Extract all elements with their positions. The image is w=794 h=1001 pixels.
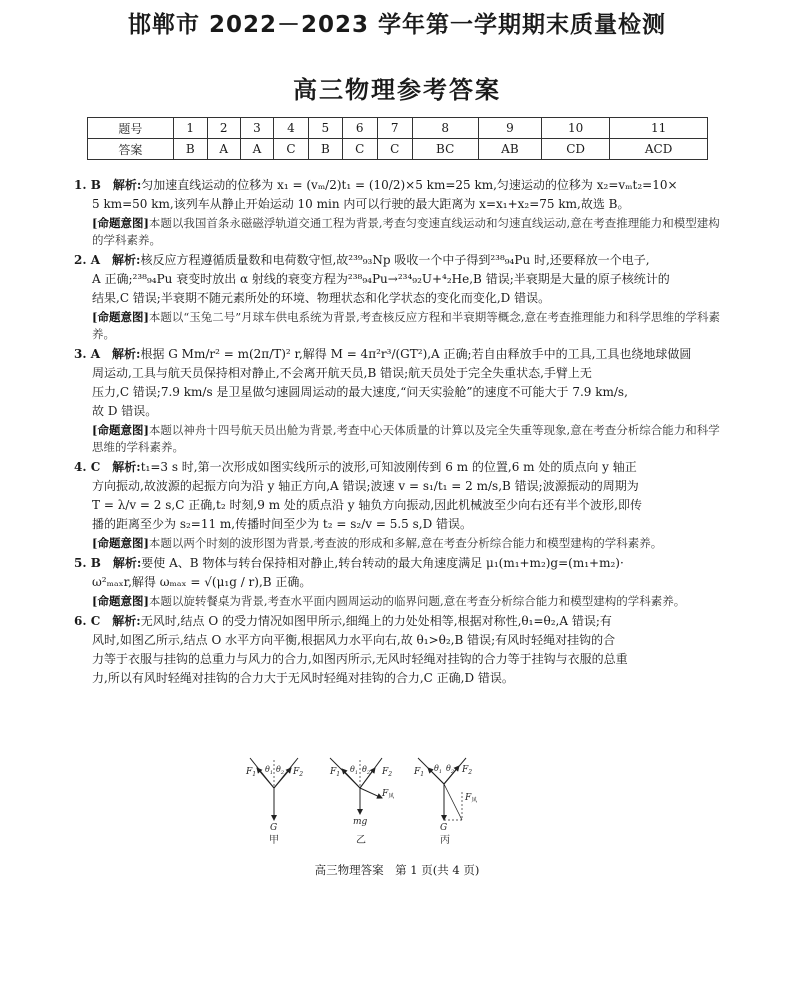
solution-head: 6. C 解析: bbox=[74, 614, 141, 628]
intent-label: [命题意图] bbox=[92, 216, 149, 230]
solution-6 bbox=[74, 612, 724, 688]
solution-line: 播的距离至少为 s₂=11 m,传播时间至少为 t₂ = s₂/v = 5.5 s,D 错误。 bbox=[92, 517, 473, 531]
label-f2: $F_2$ bbox=[462, 765, 473, 776]
label-f-wind: $F_风$ bbox=[382, 789, 395, 800]
label-f1: $F_1$ bbox=[414, 767, 425, 778]
solution-1 bbox=[74, 176, 724, 249]
intent-note bbox=[74, 535, 724, 552]
solution-line: 要使 A、B 物体与转台保持相对静止,转台转动的最大角速度满足 μ₁(m₁+m₂)g=(m₁+m₂)· bbox=[141, 556, 624, 570]
intent-text: 本题以“玉兔二号”月球车供电系统为背景,考查核反应方程和半衰期等概念,意在考查推理能力和科学思维的学科素养。 bbox=[92, 310, 720, 341]
label-f1: $F_1$ bbox=[246, 767, 257, 778]
answer-cell: C bbox=[274, 139, 309, 160]
solution-head: 2. A 解析: bbox=[74, 253, 141, 267]
answer-table bbox=[87, 117, 708, 160]
solution-line: 方向振动,故波源的起振方向为沿 y 轴正方向,A 错误;波速 v = s₁/t₁ = 2 m/s,B 错误;波源振动的周期为 bbox=[92, 479, 639, 493]
solution-line: 力等于衣服与挂钩的总重力与风力的合力,如图丙所示,无风时轻绳对挂钩的合力等于挂钩与衣服的总重 bbox=[92, 652, 628, 666]
question-number: 10 bbox=[542, 118, 610, 139]
solutions bbox=[74, 176, 724, 688]
solution-head: 3. A 解析: bbox=[74, 347, 141, 361]
label-f-wind: $F_风$ bbox=[465, 793, 478, 804]
label-f2: $F_2$ bbox=[382, 767, 393, 778]
answer-cell: C bbox=[342, 139, 377, 160]
label-mg: mg bbox=[353, 817, 368, 827]
question-number: 1 bbox=[173, 118, 207, 139]
solution-line: 故 D 错误。 bbox=[92, 404, 158, 418]
solution-line: A 正确;²³⁸₉₄Pu 衰变时放出 α 射线的衰变方程为²³⁸₉₄Pu→²³⁴₉₂U+⁴₂He,B 错误;半衰期是大量的原子核统计的 bbox=[92, 272, 670, 286]
answer-cell: BC bbox=[412, 139, 478, 160]
diagram-jia bbox=[245, 758, 303, 846]
answer-cell: A bbox=[240, 139, 273, 160]
solution-line: 结果,C 错误;半衰期不随元素所处的环境、物理状态和化学状态的变化而变化,D 错误。 bbox=[92, 291, 551, 305]
solution-head: 5. B 解析: bbox=[74, 556, 142, 570]
solution-5 bbox=[74, 554, 724, 610]
answer-cell: C bbox=[377, 139, 412, 160]
answer-cell: AB bbox=[478, 139, 541, 160]
intent-note bbox=[74, 593, 724, 610]
solution-line: 根据 G Mm/r² = m(2π/T)² r,解得 M = 4π²r³/(GT²),A 正确;若自由释放手中的工具,工具也绕地球做圆 bbox=[140, 347, 692, 361]
solution-3 bbox=[74, 345, 724, 456]
figure-caption: 甲 bbox=[269, 835, 279, 846]
intent-text: 本题以旋转餐桌为背景,考查水平面内圆周运动的临界问题,意在考查分析综合能力和模型建构的学科素养。 bbox=[148, 594, 686, 608]
force-diagrams bbox=[0, 752, 794, 847]
answer-cell: ACD bbox=[610, 139, 708, 160]
intent-text: 本题以两个时刻的波形图为背景,考查波的形成和多解,意在考查分析综合能力和模型建构的学科素养。 bbox=[148, 536, 663, 550]
question-number: 9 bbox=[478, 118, 541, 139]
answer-table-answer-row bbox=[88, 139, 708, 160]
intent-label: [命题意图] bbox=[92, 423, 149, 437]
label-f1: $F_1$ bbox=[330, 767, 341, 778]
solution-4 bbox=[74, 458, 724, 552]
solution-line: 核反应方程遵循质量数和电荷数守恒,故²³⁹₉₃Np 吸收一个中子得到²³⁸₉₄Pu 时,还要释放一个电子, bbox=[140, 253, 650, 267]
page-subtitle: 高三物理参考答案 bbox=[293, 76, 501, 104]
solution-line: 压力,C 错误;7.9 km/s 是卫星做匀速圆周运动的最大速度,“问天实验舱”的速度不可能大于 7.9 km/s, bbox=[92, 385, 628, 399]
solution-head: 1. B 解析: bbox=[74, 178, 142, 192]
solution-line: t₁=3 s 时,第一次形成如图实线所示的波形,可知波刚传到 6 m 的位置,6 m 处的质点向 y 轴正 bbox=[140, 460, 637, 474]
label-theta1: $\theta_1$ bbox=[265, 765, 274, 776]
solution-line: ω²ₘₐₓr,解得 ωₘₐₓ = √(μ₁g / r),B 正确。 bbox=[92, 575, 312, 589]
solution-2 bbox=[74, 251, 724, 343]
intent-note bbox=[74, 215, 724, 249]
intent-text: 本题以神舟十四号航天员出舱为背景,考查中心天体质量的计算以及完全失重等现象,意在考查分析综合能力和科学思维的学科素养。 bbox=[92, 423, 720, 454]
solution-line: 匀加速直线运动的位移为 x₁ = (vₘ/2)t₁ = (10/2)×5 km=25 km,匀速运动的位移为 x₂=vₘt₂=10× bbox=[141, 178, 678, 192]
figure-caption: 丙 bbox=[440, 835, 450, 846]
label-theta1: $\theta_1$ bbox=[350, 765, 359, 776]
intent-label: [命题意图] bbox=[92, 310, 149, 324]
solution-head: 4. C 解析: bbox=[74, 460, 141, 474]
answer-cell: CD bbox=[542, 139, 610, 160]
intent-label: [命题意图] bbox=[92, 594, 149, 608]
answer-cell: B bbox=[173, 139, 207, 160]
intent-note bbox=[74, 309, 724, 343]
figure-caption: 乙 bbox=[356, 835, 366, 846]
solution-line: 5 km=50 km,该列车从静止开始运动 10 min 内可以行驶的最大距离为 x=x₁+x₂=75 km,故选 B。 bbox=[92, 197, 630, 211]
table-row-label: 题号 bbox=[88, 118, 174, 139]
question-number: 6 bbox=[342, 118, 377, 139]
intent-note bbox=[74, 422, 724, 456]
question-number: 5 bbox=[308, 118, 342, 139]
answer-cell: A bbox=[207, 139, 240, 160]
label-theta2: $\theta_2$ bbox=[276, 765, 285, 776]
label-f2: $F_2$ bbox=[293, 767, 304, 778]
page-title: 邯郸市 2022－2023 学年第一学期期末质量检测 bbox=[127, 12, 667, 38]
label-theta2: $\theta_2$ bbox=[362, 765, 371, 776]
question-number: 8 bbox=[412, 118, 478, 139]
diagram-bing bbox=[413, 758, 477, 846]
solution-line: 无风时,结点 O 的受力情况如图甲所示,细绳上的力处处相等,根据对称性,θ₁=θ₂,A 错误;有 bbox=[140, 614, 612, 628]
answer-table-number-row bbox=[88, 118, 708, 139]
answer-cell: B bbox=[308, 139, 342, 160]
solution-line: 力,所以有风时轻绳对挂钩的合力大于无风时轻绳对挂钩的合力,C 正确,D 错误。 bbox=[92, 671, 514, 685]
solution-line: T = λ/v = 2 s,C 正确,t₂ 时刻,9 m 处的质点沿 y 轴负方向振动,因此机械波至少向右还有半个波形,即传 bbox=[92, 498, 642, 512]
question-number: 4 bbox=[274, 118, 309, 139]
intent-label: [命题意图] bbox=[92, 536, 149, 550]
table-row-label: 答案 bbox=[88, 139, 174, 160]
intent-text: 本题以我国首条永磁磁浮轨道交通工程为背景,考查匀变速直线运动和匀速直线运动,意在考查推理能力和模型建构的学科素养。 bbox=[92, 216, 720, 247]
solution-line: 周运动,工具与航天员保持相对静止,不会离开航天员,B 错误;航天员处于完全失重状态,手臂上无 bbox=[92, 366, 592, 380]
label-g: G bbox=[270, 823, 278, 833]
label-theta2: $\theta_2$ bbox=[446, 764, 455, 775]
page-footer: 高三物理答案 第 1 页(共 4 页) bbox=[314, 863, 480, 877]
label-theta1: $\theta_1$ bbox=[434, 764, 443, 775]
question-number: 11 bbox=[610, 118, 708, 139]
solution-line: 风时,如图乙所示,结点 O 水平方向平衡,根据风力水平向右,故 θ₁>θ₂,B 错误;有风时轻绳对挂钩的合 bbox=[92, 633, 616, 647]
label-g: G bbox=[440, 823, 448, 833]
question-number: 2 bbox=[207, 118, 240, 139]
question-number: 3 bbox=[240, 118, 273, 139]
question-number: 7 bbox=[377, 118, 412, 139]
diagram-yi bbox=[329, 758, 394, 846]
